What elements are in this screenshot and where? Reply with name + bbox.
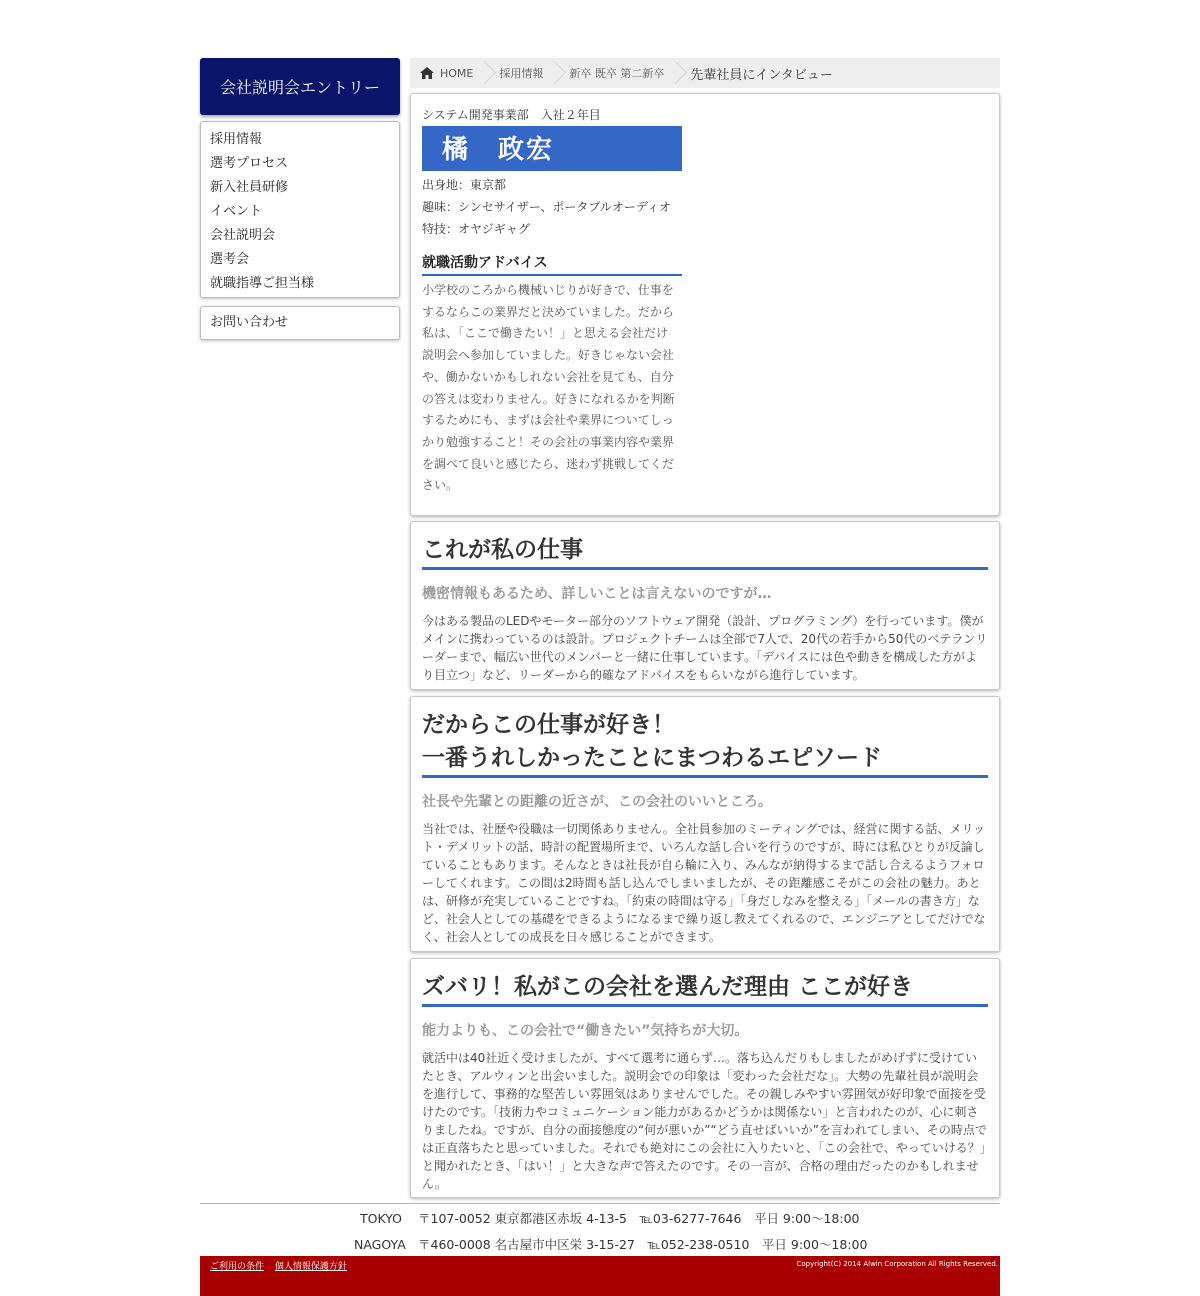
office-city: TOKYO	[360, 1211, 403, 1226]
breadcrumb-current: 先輩社員にインタビュー	[690, 67, 833, 83]
footer-links	[210, 1259, 355, 1272]
office-info: 〒460-0008 名古屋市中区栄 3-15-27 ℡052-238-0510 平日 9:00〜18:00	[418, 1237, 868, 1252]
section-title-line: 一番うれしかったことにまつわるエピソード	[422, 745, 882, 771]
footer-office-nagoya	[354, 1235, 867, 1253]
section-subtitle: 社長や先輩との距離の近さが、この会社のいいところ。	[422, 794, 772, 810]
profile-panel	[410, 93, 1000, 516]
breadcrumb-separator	[549, 58, 561, 88]
sidebar-item-recruit-info[interactable]: 採用情報	[210, 132, 263, 147]
section-title: これが私の仕事	[422, 534, 988, 570]
breadcrumb	[410, 58, 1000, 88]
advice-heading: 就職活動アドバイス	[422, 252, 682, 276]
office-info: 〒107-0052 東京都港区赤坂 4-13-5 ℡03-6277-7646 平日 9:00〜18:00	[418, 1211, 860, 1226]
sidebar-item-events[interactable]: イベント	[210, 204, 263, 219]
section-why-i-love-this-job	[410, 696, 1000, 952]
section-title: ズバリ！私がこの会社を選んだ理由 ここが好き	[422, 971, 988, 1007]
employee-department: システム開発事業部 入社２年目	[422, 108, 601, 122]
section-my-work	[410, 521, 1000, 690]
breadcrumb-separator	[479, 58, 491, 88]
terms-of-use-link[interactable]: ご利用の条件	[210, 1262, 265, 1272]
footer-bar	[200, 1256, 1000, 1296]
section-body: 当社では、社歴や役職は一切関係ありません。全社員参加のミーティングでは、経営に関する話、メリット・デメリットの話、時計の配置場所まで、いろんな話し合いを行うのですが、時には私ひとりが反論していることもあります。そんなときは社長が自ら輪に入り、みんなが納得するまで話し合えるようフォローしてくれます。この間は2時間も話し込んでしまいましたが、その距離感こそがこの会社の魅力。あとは、研修が充実していることですね。「約束の時間は守る」「身だしなみを整える」「メールの書き方」など、社会人としての基礎をできるようになるまで繰り返し教えてくれるので、エンジニアとしてだけでなく、社会人としての成長を日々感じることができます。	[422, 822, 986, 944]
sidebar-item-company-seminar[interactable]: 会社説明会	[210, 228, 276, 243]
sidebar-item-new-employee-training[interactable]: 新入社員研修	[210, 180, 289, 195]
office-city: NAGOYA	[354, 1237, 406, 1252]
breadcrumb-item-graduate-types[interactable]: 新卒 既卒 第二新卒	[569, 67, 665, 80]
home-icon	[420, 67, 434, 79]
breadcrumb-separator	[670, 58, 682, 88]
section-title	[422, 709, 988, 778]
employee-birthplace: 出身地：東京都	[422, 178, 507, 192]
breadcrumb-item-recruit[interactable]: 採用情報	[499, 67, 544, 80]
breadcrumb-home[interactable]	[420, 58, 473, 88]
footer-office-tokyo	[360, 1209, 860, 1227]
section-title-line: だからこの仕事が好き！	[422, 712, 675, 738]
sidebar-menu	[200, 121, 400, 298]
privacy-policy-link[interactable]: 個人情報保護方針	[274, 1262, 347, 1272]
section-why-i-chose-company	[410, 958, 1000, 1198]
section-body: 今はある製品のLEDやモーター部分のソフトウェア開発（設計、プログラミング）を行っています。僕がメインに携わっているのは設計。プロジェクトチームは全部で7人で、20代の若手から50代のベテランリーダーまで、幅広い世代のメンバーと一緒に仕事しています。「デバイスには色や動きを構成した方がより目立つ」など、リーダーから的確なアドバイスをもらいながら進行しています。	[422, 614, 988, 682]
section-subtitle: 能力よりも、この会社で“働きたい”気持ちが大切。	[422, 1023, 749, 1039]
section-body: 就活中は40社近く受けましたが、すべて選考に通らず…。落ち込んだりもしましたがめげずに受けていたとき、アルウィンと出会いました。説明会での印象は「変わった会社だな」。大勢の先輩社員が説明会を進行して、事務的な堅苦しい雰囲気はありませんでした。その親しみやすい雰囲気が好印象で面接を受けたのです。「技術力やコミュニケーション能力があるかどうかは関係ない」と言われたのが、心に刺さりましたね。ですが、自分の面接態度の“何が悪いか”“どう直せばいいか”を言われてしまい、その時点では正直落ちたと思っていました。それでも絶対にこの会社に入りたいと、「この会社で、やっていける？」と聞かれたとき、「はい！」と大きな声で答えたのです。その一言が、合格の理由だったのかもしれません。	[422, 1051, 987, 1191]
sidebar-item-selection-session[interactable]: 選考会	[210, 252, 250, 267]
sidebar-item-career-advisors[interactable]: 就職指導ご担当様	[210, 276, 315, 291]
footer-divider	[200, 1203, 1000, 1204]
employee-name: 橘 政宏	[422, 126, 682, 171]
section-subtitle: 機密情報もあるため、詳しいことは言えないのですが…	[422, 586, 772, 602]
employee-skill: 特技：オヤジギャグ	[422, 222, 530, 236]
copyright-text: Copyright(C) 2014 Alwin Corporation All Rights Reserved.	[796, 1260, 998, 1268]
breadcrumb-home-label: HOME	[440, 66, 474, 80]
sidebar-item-selection-process[interactable]: 選考プロセス	[210, 156, 289, 171]
employee-hobby: 趣味：シンセサイザー、ポータブルオーディオ	[422, 200, 671, 214]
advice-text: 小学校のころから機械いじりが好きで、仕事をするならこの業界だと決めていました。だから私は、「ここで働きたい！」と思える会社だけ説明会へ参加していました。好きじゃない会社や、働かないかもしれない会社を見ても、自分の答えは変わりません。好きになれるかを判断するためにも、まずは会社や業界についてしっかり勉強すること！その会社の事業内容や業界を調べて良いと感じたら、迷わず挑戦してください。	[422, 283, 675, 493]
sidebar-contact-link[interactable]: お問い合わせ	[200, 306, 400, 340]
seminar-entry-button[interactable]: 会社説明会エントリー	[200, 58, 400, 115]
